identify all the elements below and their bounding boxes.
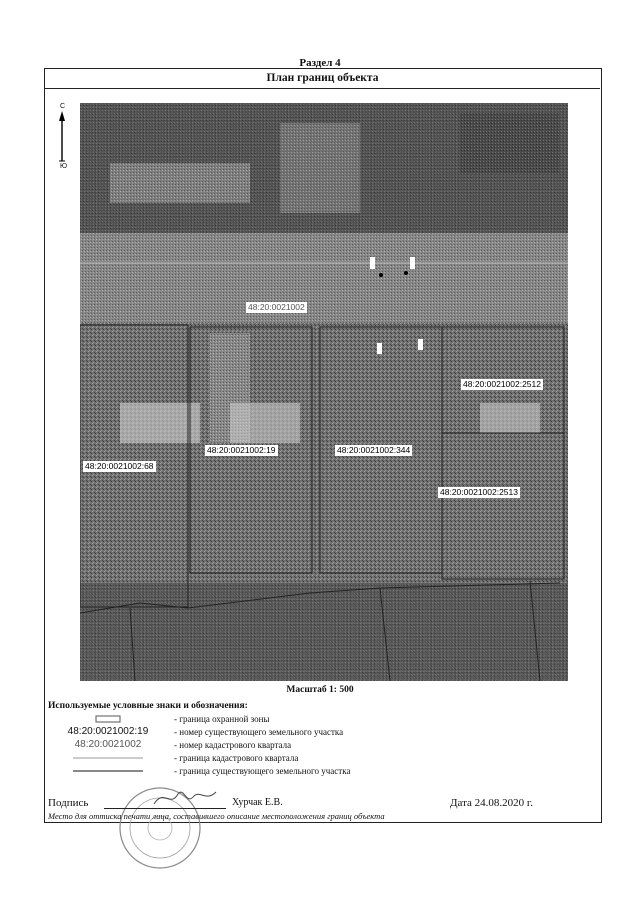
- legend-item-protection-zone: [48, 713, 488, 725]
- parcel-label-2512: 48:20:0021002:2512: [463, 379, 541, 389]
- boundary-point: [404, 271, 408, 275]
- legend-description: - номер кадастрового квартала: [174, 740, 292, 750]
- legend-symbol: [48, 752, 168, 764]
- legend-symbol: 48:20:0021002:19: [67, 726, 149, 737]
- aerial-map: [80, 103, 568, 681]
- legend-symbol: 48:20:0021002: [74, 739, 142, 750]
- compass-south-label: Ю: [60, 163, 68, 170]
- page-title: План границ объекта: [45, 69, 600, 89]
- stamp-place-note: Место для оттиска печати лица, составившего описание местоположения границ объекта: [48, 811, 385, 821]
- handwritten-signature: [150, 786, 220, 810]
- protection-zone-mark: [410, 257, 415, 269]
- legend-item-parcel-number: [48, 726, 488, 738]
- north-arrow: [52, 103, 72, 173]
- protection-zone-mark: [418, 339, 423, 350]
- signer-name: Хурчак Е.В.: [232, 797, 283, 808]
- aerial-photo: [80, 103, 568, 681]
- signature-date: Дата 24.08.2020 г.: [450, 797, 533, 809]
- legend-item-quarter-number: [48, 739, 488, 751]
- map-scale: Масштаб 1: 500: [286, 685, 354, 695]
- parcel-label-344: 48:20:0021002:344: [337, 445, 411, 455]
- parcel-label-68: 48:20:0021002:68: [85, 461, 154, 471]
- parcel-label-2513: 48:20:0021002:2513: [440, 487, 518, 497]
- section-heading: Раздел 4: [299, 57, 341, 69]
- compass-north-label: С: [60, 103, 66, 110]
- signature-label: Подпись: [48, 797, 89, 809]
- protection-zone-mark: [377, 343, 382, 354]
- legend-item-quarter-boundary: [48, 752, 488, 764]
- legend-symbol: [48, 713, 168, 725]
- boundary-point: [379, 273, 383, 277]
- legend-description: - граница существующего земельного участка: [174, 766, 351, 776]
- protection-zone-mark: [370, 257, 375, 269]
- legend-description: - номер существующего земельного участка: [174, 727, 344, 737]
- parcel-label-19: 48:20:0021002:19: [207, 445, 276, 455]
- legend-description: - граница охранной зоны: [174, 714, 270, 724]
- legend-description: - граница кадастрового квартала: [174, 753, 299, 763]
- legend-title: Используемые условные знаки и обозначения:: [48, 701, 248, 711]
- quarter-label: 48:20:0021002: [248, 302, 305, 312]
